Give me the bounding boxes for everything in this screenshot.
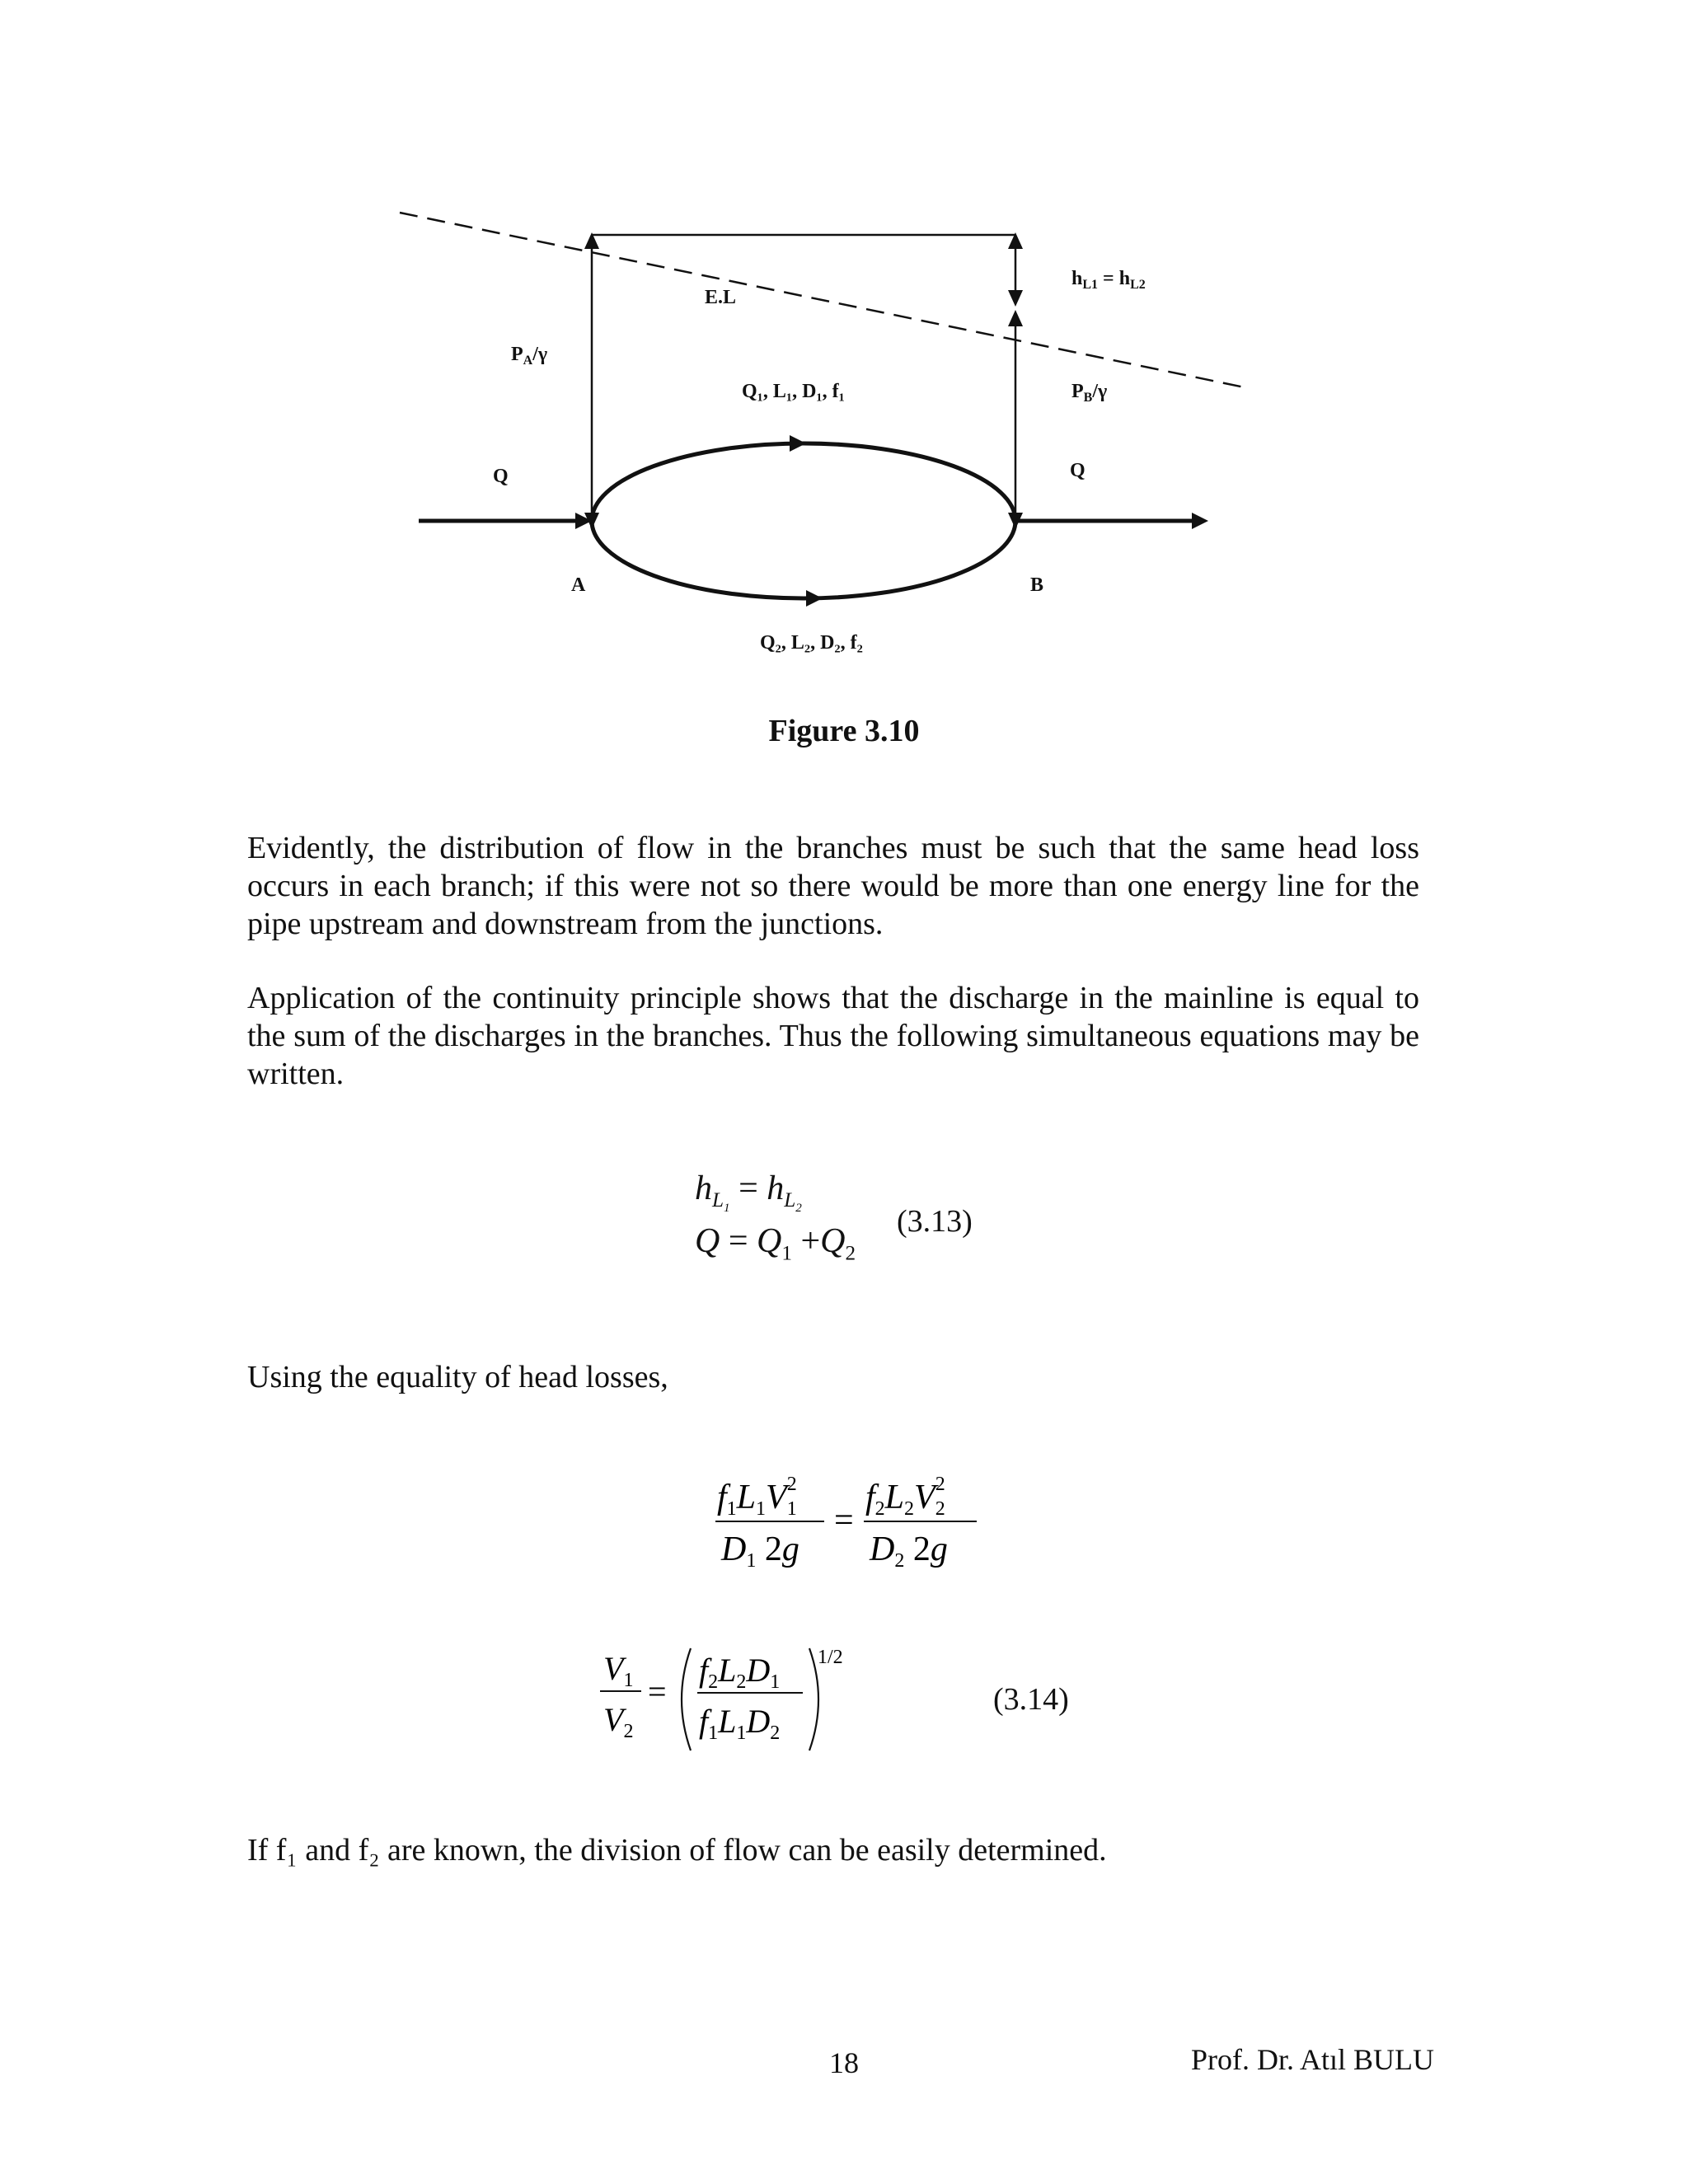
paragraph-equality: Using the equality of head losses, [247,1360,668,1394]
svg-text:f1L1V12: f1L1V12 [717,1474,797,1520]
outflow-q-label: Q [1070,460,1085,481]
branch1-label: Q₁, L₁, D₁, f₁ [742,381,845,402]
svg-text:f2L2V22: f2L2V22 [865,1474,945,1520]
pipe-network-figure [0,0,1688,676]
node-b-label: B [1030,574,1044,596]
energy-line-label: E.L [705,287,737,308]
equation-darcy-equality [701,1465,1014,1589]
head-loss-label: $h_{L1} = h_{L2}$ [1071,268,1146,292]
branch2-label: Q₂, L₂, D₂, f₂ [760,632,863,654]
svg-text:V2: $V_2$ [603,1701,634,1742]
node-a-label: A [571,574,586,596]
branch2-flow-arrow [806,590,823,607]
pressure-head-a-label: $P_A/\gamma$ [511,344,548,368]
svg-text:=: = [648,1673,667,1710]
equation-number-3-13: (3.13) [897,1204,973,1239]
branch1-flow-arrow [790,435,806,452]
svg-text:D2 2g: D2 2g [870,1530,948,1572]
figure-caption: Figure 3.10 [768,714,920,748]
arrow-down-hl [1008,290,1023,307]
equation-velocity-ratio [593,1640,857,1772]
author-footer: Prof. Dr. Atıl BULU [1190,2043,1434,2076]
svg-text:V1: $V_1$ [603,1650,634,1691]
inflow-q-label: Q [493,466,509,487]
paragraph-continuity: Application of the continuity principle shows that the discharge in the mainline is equal to the sum of the discharges in the branches. Thus the following simultaneous equations may be written. [247,981,1419,1091]
pressure-head-b-label: $P_B/\gamma$ [1071,381,1108,405]
paragraph-conclusion: If f₁ and f₂ are known, the division of flow can be easily determined. [247,1833,1107,1868]
parallel-pipe-loop [592,443,1015,598]
page-number: 18 [829,2046,859,2079]
svg-text:f1L1D2: $f_1L_1D_2$ [699,1703,781,1744]
svg-text:=: = [834,1502,854,1540]
equation-continuity: $Q = Q_1 +Q_2$ [695,1222,856,1265]
equation-head-loss-equality: $h_{L_1} = h_{L_2}$ [695,1169,802,1216]
arrow-up-b [1008,310,1023,326]
svg-text:f2L2D1: $f_2L_2D_1$ [699,1652,781,1693]
svg-text:D1 2g: D1 2g [721,1530,799,1572]
equation-number-3-14: (3.14) [993,1682,1069,1717]
paragraph-head-loss: Evidently, the distribution of flow in the branches must be such that the same head loss occurs in each branch; if this were not so there would be more than one energy line for the pipe upstream and downstream from the junctions. [247,831,1419,941]
outflow-arrow [1192,513,1208,529]
svg-text:1/2: 1/2 [818,1647,843,1668]
